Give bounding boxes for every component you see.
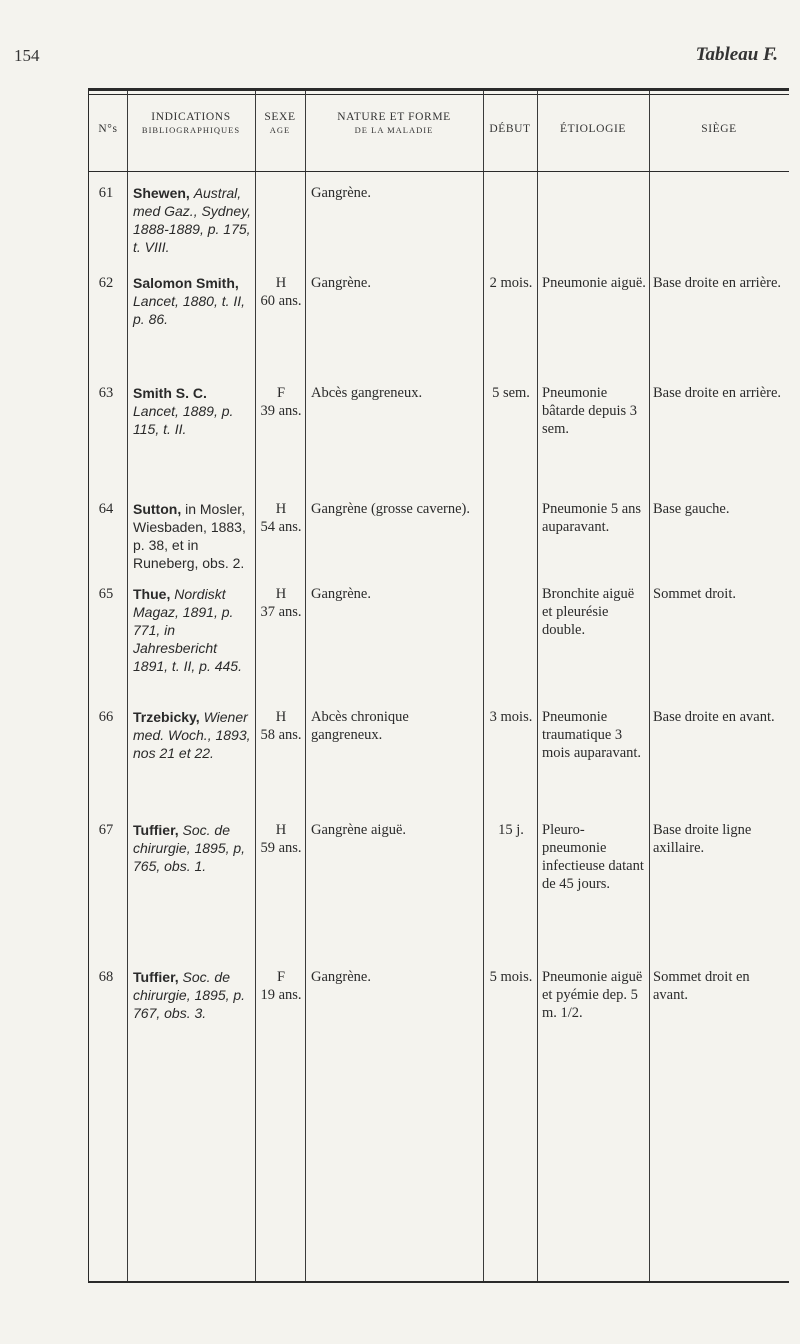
header-number: N°s <box>98 123 118 135</box>
author: Smith S. C. <box>133 385 207 401</box>
age: 59 ans. <box>260 840 302 856</box>
case-number: 61 <box>98 185 114 201</box>
sex: H <box>275 501 287 517</box>
sex-age-cell <box>259 821 303 857</box>
etiology: Pneumonie aiguë et pyémie dep. 5 m. 1/2. <box>542 969 643 1021</box>
age: 19 ans. <box>260 987 302 1003</box>
bibliography-cell <box>133 500 251 572</box>
etiology: Pneumonie 5 ans auparavant. <box>542 501 642 535</box>
author: Sutton, <box>133 501 182 517</box>
header-nature-sub: DE LA MALADIE <box>354 125 434 136</box>
sex-age-cell <box>259 708 303 744</box>
header-indications <box>127 109 255 137</box>
header-nature <box>305 109 483 137</box>
site: Base droite ligne axillaire. <box>653 822 752 856</box>
etiology: Pneumonie aiguë. <box>542 275 646 291</box>
column-divider <box>649 91 650 1281</box>
reference: Austral, med Gaz., Sydney, 1888-1889, p. 175, t. VIII. <box>133 185 252 255</box>
age: 37 ans. <box>260 604 302 620</box>
age: 39 ans. <box>260 403 302 419</box>
column-divider <box>305 91 306 1281</box>
site: Sommet droit en avant. <box>653 969 750 1003</box>
sex: H <box>275 709 287 725</box>
running-title: Tableau F. <box>695 44 778 65</box>
site: Base droite en arrière. <box>653 275 782 291</box>
header-sexe-sub: AGE <box>269 125 291 136</box>
etiology: Pneumonie bâtarde depuis 3 sem. <box>542 385 638 437</box>
sex-age-cell <box>259 968 303 1004</box>
age: 60 ans. <box>260 293 302 309</box>
case-number: 66 <box>98 709 114 725</box>
case-number: 65 <box>98 586 114 602</box>
site: Base droite en avant. <box>653 709 775 725</box>
reference: Nordiskt Magaz, 1891, p. 771, in Jahresbericht 1891, t. II, p. 445. <box>133 586 242 674</box>
bibliography-cell <box>133 821 251 875</box>
author: Salomon Smith, <box>133 275 239 291</box>
case-number: 67 <box>98 822 114 838</box>
site: Sommet droit. <box>653 586 736 602</box>
sex: H <box>275 275 287 291</box>
etiology: Pneumonie traumatique 3 mois auparavant. <box>542 709 642 761</box>
onset: 15 j. <box>498 822 524 838</box>
onset: 5 mois. <box>489 969 533 985</box>
column-divider <box>255 91 256 1281</box>
reference: Soc. de chirurgie, 1895, p, 765, obs. 1. <box>133 822 246 874</box>
reference: Soc. de chirurgie, 1895, p. 767, obs. 3. <box>133 969 246 1021</box>
case-number: 64 <box>98 501 114 517</box>
sex-age-cell <box>259 500 303 536</box>
reference: Wiener med. Woch., 1893, nos 21 et 22. <box>133 709 251 761</box>
onset: 5 sem. <box>492 385 530 401</box>
column-divider <box>127 91 128 1281</box>
nature: Gangrène. <box>311 969 371 985</box>
nature: Abcès chronique gangreneux. <box>311 709 409 743</box>
nature: Gangrène. <box>311 275 371 291</box>
nature: Gangrène aiguë. <box>311 822 407 838</box>
bibliography-cell <box>133 585 251 675</box>
header-siege: SIÈGE <box>701 123 737 135</box>
nature: Gangrène (grosse caverne). <box>311 501 471 517</box>
header-sexe <box>255 109 305 137</box>
sex: F <box>276 969 286 985</box>
site: Base droite en arrière. <box>653 385 782 401</box>
onset: 2 mois. <box>489 275 533 291</box>
nature: Gangrène. <box>311 586 371 602</box>
page-number: 154 <box>14 46 40 65</box>
author: Tuffier, <box>133 822 179 838</box>
bibliography-cell <box>133 184 251 256</box>
etiology: Pleuro-pneumonie infectieuse datant de 45 jours. <box>542 822 644 892</box>
sex: H <box>275 586 287 602</box>
author: Tuffier, <box>133 969 179 985</box>
case-number: 63 <box>98 385 114 401</box>
sex-age-cell <box>259 384 303 420</box>
sex-age-cell <box>259 274 303 310</box>
bibliography-cell <box>133 708 251 762</box>
column-divider <box>537 91 538 1281</box>
sex: F <box>276 385 286 401</box>
sex-age-cell <box>259 585 303 621</box>
nature: Gangrène. <box>311 185 371 201</box>
author: Thue, <box>133 586 171 602</box>
nature: Abcès gangreneux. <box>311 385 423 401</box>
author: Trzebicky, <box>133 709 200 725</box>
reference: Lancet, 1880, t. II, p. 86. <box>133 293 246 327</box>
site: Base gauche. <box>653 501 730 517</box>
age: 58 ans. <box>260 727 302 743</box>
case-table <box>88 88 789 1283</box>
bibliography-cell <box>133 384 251 438</box>
case-number: 62 <box>98 275 114 291</box>
bibliography-cell <box>133 274 251 328</box>
onset: 3 mois. <box>489 709 533 725</box>
bibliography-cell <box>133 968 251 1022</box>
case-number: 68 <box>98 969 114 985</box>
header-sexe-title: SEXE <box>264 111 296 123</box>
reference: Lancet, 1889, p. 115, t. II. <box>133 403 234 437</box>
reference: in Mosler, Wiesbaden, 1883, p. 38, et in Runeberg, obs. 2. <box>133 501 246 571</box>
author: Shewen, <box>133 185 190 201</box>
age: 54 ans. <box>260 519 302 535</box>
sex: H <box>275 822 287 838</box>
column-divider <box>483 91 484 1281</box>
header-indications-sub: BIBLIOGRAPHIQUES <box>141 125 241 136</box>
etiology: Bronchite aiguë et pleurésie double. <box>542 586 635 638</box>
header-etiologie: ÉTIOLOGIE <box>559 123 627 135</box>
header-nature-title: NATURE ET FORME <box>337 111 451 123</box>
header-indications-title: INDICATIONS <box>151 111 231 123</box>
header-rule <box>89 171 789 172</box>
header-debut: DÉBUT <box>489 123 531 135</box>
